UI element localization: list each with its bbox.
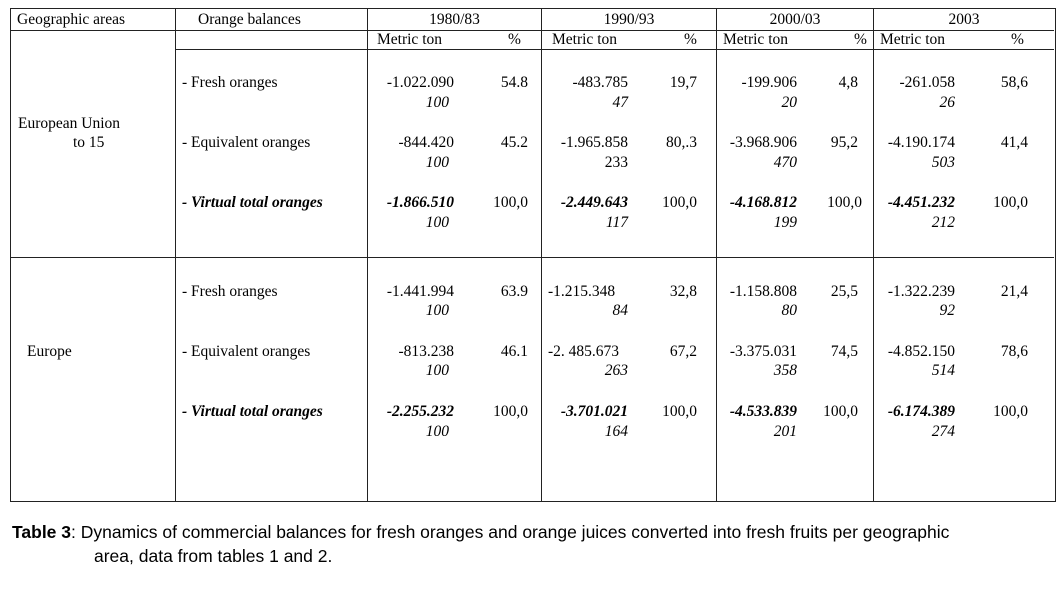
cell-index: 233 bbox=[604, 154, 628, 171]
region-name: European Union bbox=[18, 115, 121, 132]
cell-percent: 45.2 bbox=[500, 134, 528, 151]
caption-text-line2: area, data from tables 1 and 2. bbox=[94, 546, 333, 566]
cell-value-total: -2.449.643 bbox=[560, 194, 628, 211]
cell-value-total: -3.701.021 bbox=[560, 403, 628, 420]
cell-percent: 74,5 bbox=[830, 343, 858, 360]
header-period: 2000/03 bbox=[769, 11, 821, 28]
cell-index: 100 bbox=[425, 94, 449, 111]
cell-value: -4.190.174 bbox=[887, 134, 955, 151]
cell-value: -1.215.348 bbox=[548, 283, 616, 300]
cell-percent: 67,2 bbox=[669, 343, 697, 360]
cell-index: 100 bbox=[425, 214, 449, 231]
cell-percent: 21,4 bbox=[1000, 283, 1028, 300]
region-name-line2: to 15 bbox=[73, 134, 105, 151]
cell-value: -3.375.031 bbox=[729, 343, 797, 360]
cell-value-total: -6.174.389 bbox=[887, 403, 955, 420]
cell-percent: 58,6 bbox=[1000, 74, 1028, 91]
cell-value: -1.158.808 bbox=[729, 283, 797, 300]
cell-percent: 78,6 bbox=[1000, 343, 1028, 360]
cell-percent: 100,0 bbox=[823, 403, 858, 420]
cell-value: -4.852.150 bbox=[887, 343, 955, 360]
cell-index: 92 bbox=[939, 302, 955, 319]
cell-percent: 95,2 bbox=[830, 134, 858, 151]
balances-table bbox=[10, 8, 1056, 502]
cell-percent: 54.8 bbox=[500, 74, 528, 91]
subheader-rule bbox=[175, 49, 1054, 50]
row-label-total: - Virtual total oranges bbox=[182, 194, 323, 211]
header-percent: % bbox=[854, 31, 867, 48]
region-divider bbox=[11, 257, 1054, 258]
cell-percent: 80,.3 bbox=[666, 134, 697, 151]
cell-value-total: -4.168.812 bbox=[729, 194, 797, 211]
col-divider-1 bbox=[175, 9, 176, 501]
cell-value: -261.058 bbox=[899, 74, 955, 91]
cell-index: 100 bbox=[425, 154, 449, 171]
cell-index: 514 bbox=[931, 362, 955, 379]
cell-percent: 100,0 bbox=[827, 194, 862, 211]
cell-index: 100 bbox=[425, 362, 449, 379]
cell-value: -3.968.906 bbox=[729, 134, 797, 151]
cell-percent: 46.1 bbox=[500, 343, 528, 360]
cell-index: 100 bbox=[425, 423, 449, 440]
cell-value-total: -2.255.232 bbox=[386, 403, 454, 420]
cell-index: 470 bbox=[773, 154, 797, 171]
cell-index: 503 bbox=[931, 154, 955, 171]
cell-index: 274 bbox=[931, 423, 955, 440]
cell-percent: 100,0 bbox=[662, 403, 697, 420]
cell-value: -1.022.090 bbox=[386, 74, 454, 91]
header-metric-ton: Metric ton bbox=[552, 31, 617, 48]
row-label: - Fresh oranges bbox=[182, 74, 278, 91]
header-period: 1990/93 bbox=[603, 11, 655, 28]
header-metric-ton: Metric ton bbox=[880, 31, 945, 48]
cell-index: 20 bbox=[781, 94, 797, 111]
cell-index: 263 bbox=[604, 362, 628, 379]
header-percent: % bbox=[684, 31, 697, 48]
cell-value: -1.965.858 bbox=[560, 134, 628, 151]
region-name: Europe bbox=[27, 343, 72, 360]
header-period: 1980/83 bbox=[429, 11, 480, 28]
cell-index: 212 bbox=[931, 214, 955, 231]
caption-label: Table 3 bbox=[12, 522, 72, 542]
cell-percent: 19,7 bbox=[669, 74, 697, 91]
cell-percent: 100,0 bbox=[662, 194, 697, 211]
table-caption bbox=[12, 520, 1057, 568]
cell-value-total: -4.451.232 bbox=[887, 194, 955, 211]
cell-value: -2. 485.673 bbox=[548, 343, 620, 360]
cell-percent: 100,0 bbox=[993, 403, 1028, 420]
row-label: - Equivalent oranges bbox=[182, 134, 311, 151]
cell-percent: 32,8 bbox=[669, 283, 697, 300]
header-metric-ton: Metric ton bbox=[723, 31, 788, 48]
cell-index: 26 bbox=[939, 94, 955, 111]
cell-index: 199 bbox=[773, 214, 797, 231]
cell-percent: 25,5 bbox=[830, 283, 858, 300]
header-orange-balances: Orange balances bbox=[198, 11, 301, 28]
cell-index: 164 bbox=[604, 423, 628, 440]
cell-value: -1.441.994 bbox=[386, 283, 454, 300]
cell-index: 84 bbox=[612, 302, 628, 319]
cell-value: -1.322.239 bbox=[887, 283, 955, 300]
caption-text: : Dynamics of commercial balances for fresh oranges and orange juices converted into fresh fruits per geographic bbox=[71, 522, 950, 542]
cell-value: -813.238 bbox=[398, 343, 454, 360]
cell-index: 201 bbox=[773, 423, 797, 440]
header-geographic-areas: Geographic areas bbox=[17, 11, 126, 28]
cell-index: 80 bbox=[781, 302, 797, 319]
header-percent: % bbox=[1011, 31, 1024, 48]
cell-value: -844.420 bbox=[398, 134, 454, 151]
header-metric-ton: Metric ton bbox=[377, 31, 442, 48]
cell-index: 47 bbox=[612, 94, 628, 111]
cell-percent: 100,0 bbox=[493, 403, 528, 420]
row-label: - Equivalent oranges bbox=[182, 343, 311, 360]
cell-value: -199.906 bbox=[741, 74, 797, 91]
cell-value: -483.785 bbox=[572, 74, 628, 91]
cell-percent: 4,8 bbox=[838, 74, 858, 91]
cell-percent: 100,0 bbox=[493, 194, 528, 211]
cell-percent: 41,4 bbox=[1000, 134, 1028, 151]
row-label-total: - Virtual total oranges bbox=[182, 403, 323, 420]
cell-percent: 63.9 bbox=[500, 283, 528, 300]
cell-percent: 100,0 bbox=[993, 194, 1028, 211]
row-label: - Fresh oranges bbox=[182, 283, 278, 300]
cell-index: 358 bbox=[773, 362, 797, 379]
cell-index: 117 bbox=[605, 214, 628, 231]
header-period: 2003 bbox=[948, 11, 980, 28]
cell-index: 100 bbox=[425, 302, 449, 319]
header-percent: % bbox=[508, 31, 521, 48]
cell-value-total: -1.866.510 bbox=[386, 194, 454, 211]
cell-value-total: -4.533.839 bbox=[729, 403, 797, 420]
